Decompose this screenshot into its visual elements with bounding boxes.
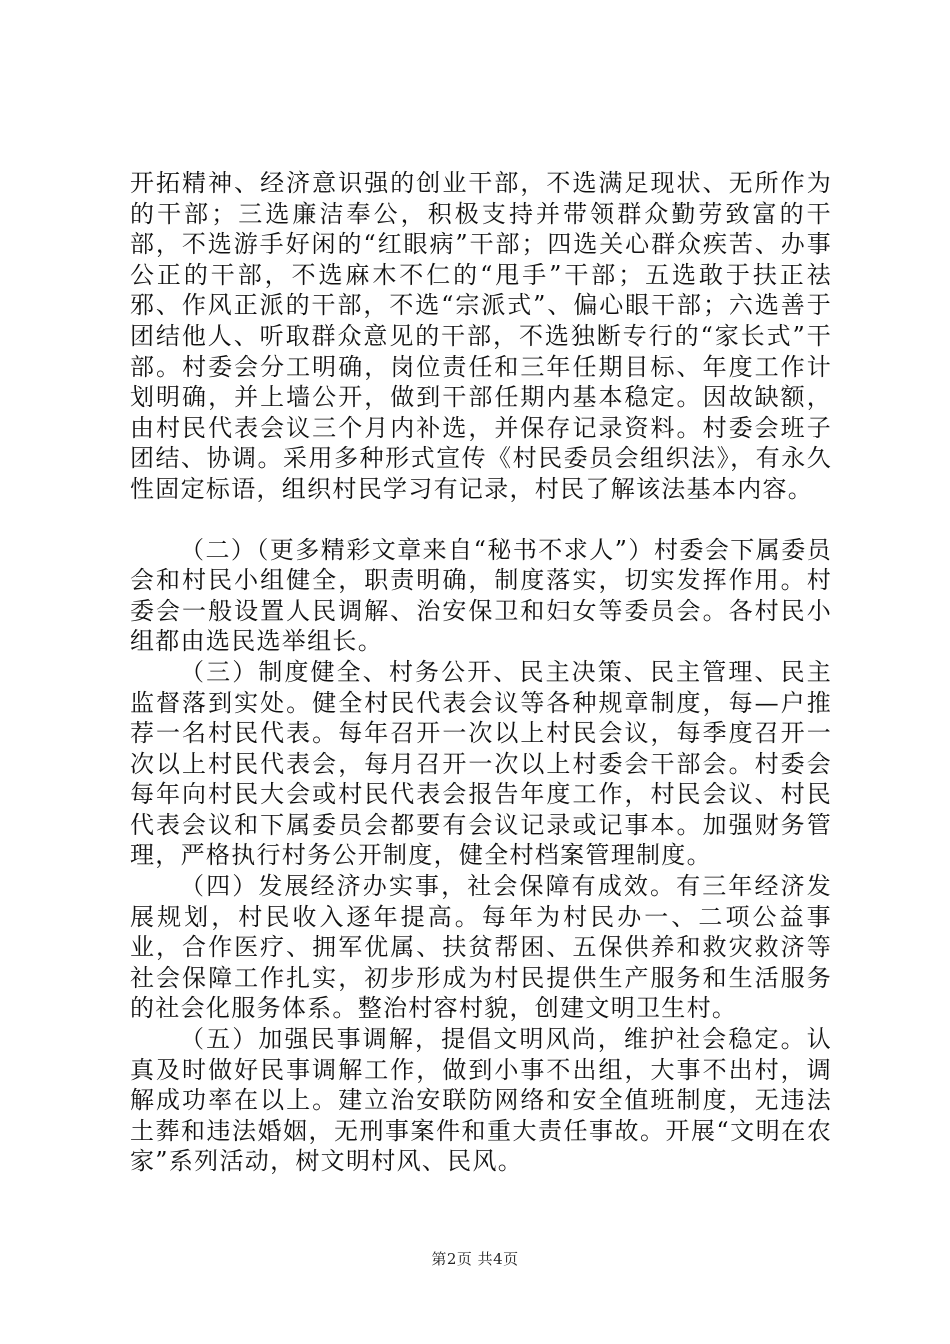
paragraph-section-3: （三）制度健全、村务公开、民主决策、民主管理、民主监督落到实处。健全村民代表会议等各种规章制度，每—户推荐一名村民代表。每年召开一次以上村民会议，每季度召开一次以上村民代表会，每月召开一次以上村委会干部会。村委会每年向村民大会或村民代表会报告年度工作，村民会议、村民代表会议和下属委员会都要有会议记录或记事本。加强财务管理，严格执行村务公开制度，健全村档案管理制度。 <box>130 657 832 870</box>
paragraph-section-5: （五）加强民事调解，提倡文明风尚，维护社会稳定。认真及时做好民事调解工作，做到小事不出组，大事不出村，调解成功率在以上。建立治安联防网络和安全值班制度，无违法土葬和违法婚姻，无刑事案件和重大责任事故。开展“文明在农家”系列活动，树文明村风、民风。 <box>130 1025 832 1176</box>
paragraph-section-4: （四）发展经济办实事，社会保障有成效。有三年经济发展规划，村民收入逐年提高。每年为村民办一、二项公益事业，合作医疗、拥军优属、扶贫帮困、五保供养和救灾救济等社会保障工作扎实，初步形成为村民提供生产服务和生活服务的社会化服务体系。整治村容村貌，创建文明卫生村。 <box>130 872 832 1023</box>
paragraph-continuation: 开拓精神、经济意识强的创业干部，不选满足现状、无所作为的干部；三选廉洁奉公，积极支持并带领群众勤劳致富的干部，不选游手好闲的“红眼病”干部；四选关心群众疾苦、办事公正的干部，不选麻木不仁的“甩手”干部；五选敢于扶正祛邪、作风正派的干部，不选“宗派式”、偏心眼干部；六选善于团结他人、听取群众意见的干部，不选独断专行的“家长式”干部。村委会分工明确，岗位责任和三年任期目标、年度工作计划明确，并上墙公开，做到干部任期内基本稳定。因故缺额，由村民代表会议三个月内补选，并保存记录资料。村委会班子团结、协调。采用多种形式宣传《村民委员会组织法》，有永久性固定标语，组织村民学习有记录，村民了解该法基本内容。 <box>130 169 832 503</box>
paragraph-spacer <box>130 505 832 535</box>
paragraph-section-2: （二）（更多精彩文章来自“秘书不求人”）村委会下属委员会和村民小组健全，职责明确，制度落实，切实发挥作用。村委会一般设置人民调解、治安保卫和妇女等委员会。各村民小组都由选民选举组长。 <box>130 535 832 656</box>
document-body <box>130 168 832 1177</box>
page-footer: 第2页 共4页 <box>431 1250 519 1268</box>
